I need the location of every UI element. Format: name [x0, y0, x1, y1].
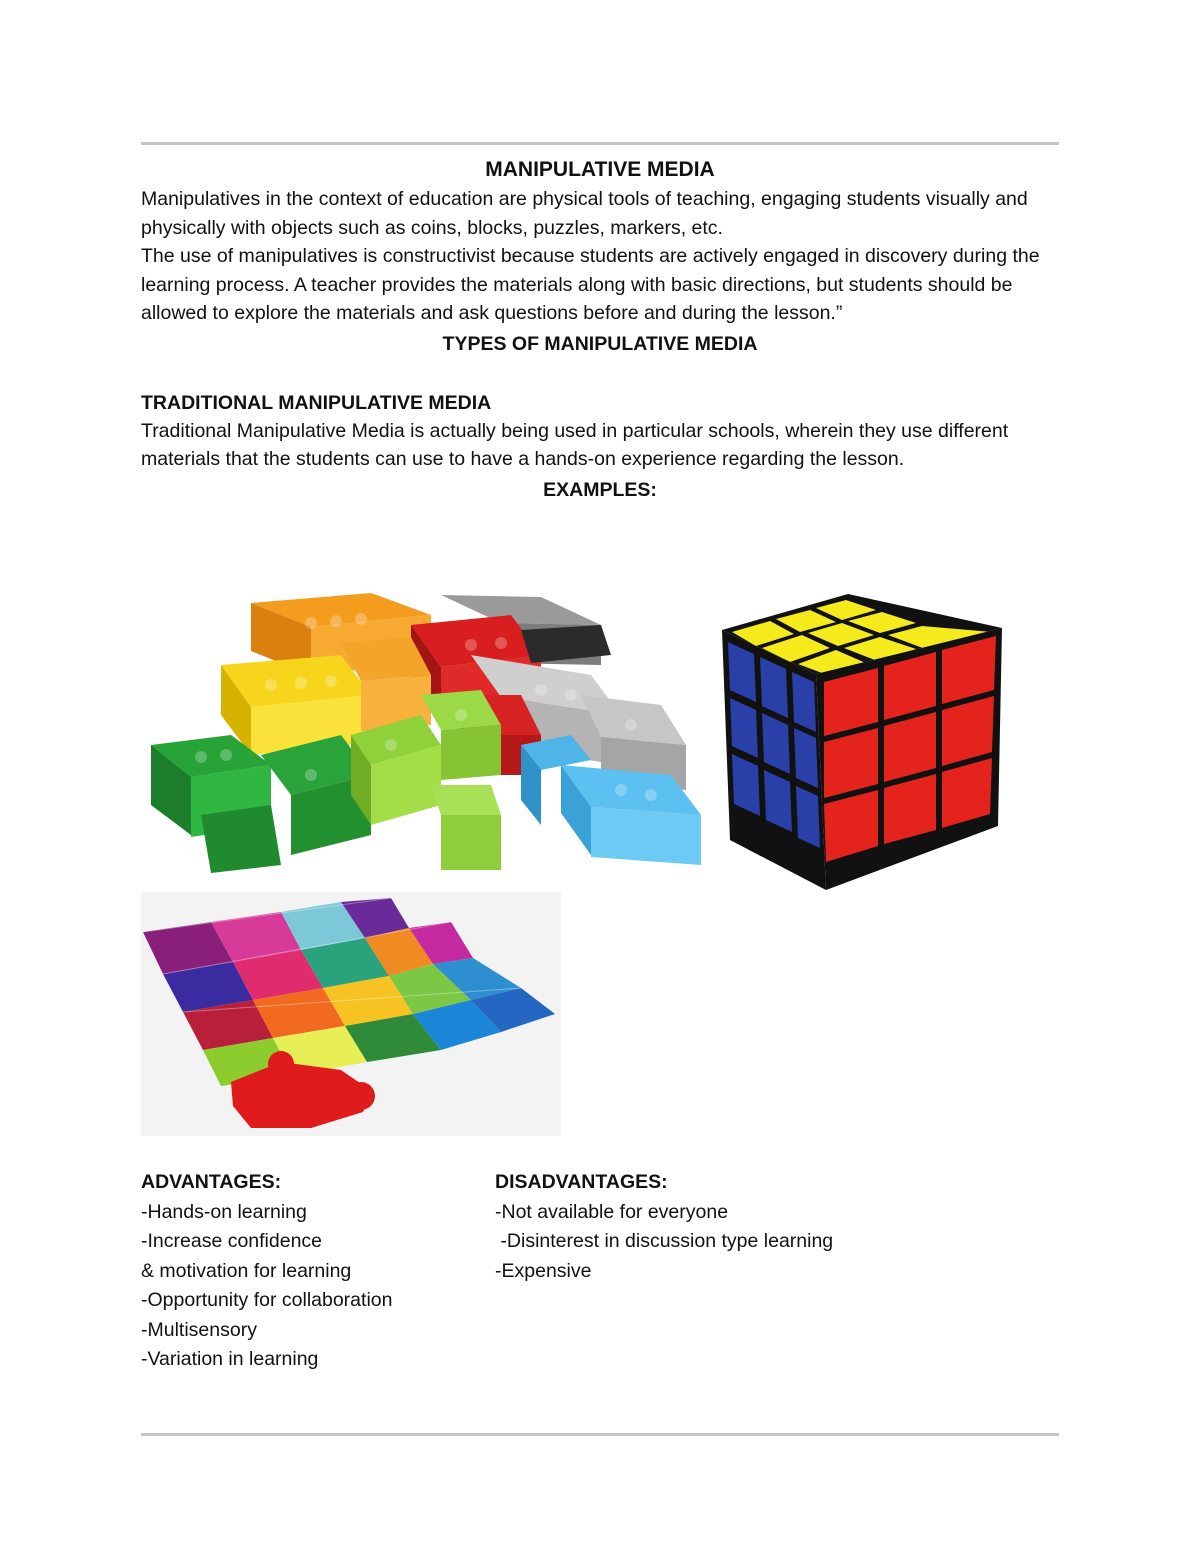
bottom-divider	[141, 1433, 1059, 1436]
disadvantage-item: -Disinterest in discussion type learning	[495, 1230, 834, 1252]
advantage-item: -Opportunity for collaboration	[141, 1289, 393, 1311]
advantage-item: -Increase confidence	[141, 1230, 323, 1252]
page-title: MANIPULATIVE MEDIA	[485, 158, 715, 181]
disadvantage-item: -Not available for everyone	[495, 1200, 729, 1223]
examples-heading: EXAMPLES:	[543, 478, 657, 501]
jigsaw-puzzle-icon	[141, 892, 561, 1136]
rubiks-cube-photo	[718, 590, 1003, 892]
toy-bricks-photo	[141, 585, 704, 885]
traditional-heading: TRADITIONAL MANIPULATIVE MEDIA	[141, 391, 492, 414]
types-heading: TYPES OF MANIPULATIVE MEDIA	[442, 332, 758, 355]
disadvantages-column	[495, 1168, 995, 1286]
document-body	[141, 155, 1059, 504]
advantage-item: -Variation in learning	[141, 1348, 319, 1370]
traditional-description: Traditional Manipulative Media is actually being used in particular schools, wherein they use different materials that the students can use to have a hands-on experience regarding the lesson.	[141, 419, 1009, 470]
advantage-item: -Multisensory	[141, 1318, 257, 1341]
advantage-item: & motivation for learning	[141, 1259, 352, 1282]
disadvantage-item: -Expensive	[495, 1259, 592, 1282]
advantages-column	[141, 1168, 481, 1375]
intro-paragraph-2: The use of manipulatives is constructivist because students are actively engaged in discovery during the learning process. A teacher provides the materials along with basic directions, but students should be allowed to explore the materials and ask questions before and during the lesson.”	[141, 245, 1040, 324]
jigsaw-puzzle-photo	[141, 892, 561, 1136]
top-divider	[141, 142, 1059, 145]
toy-bricks-icon	[141, 585, 704, 885]
advantages-heading: ADVANTAGES:	[141, 1171, 282, 1193]
intro-paragraph-1: Manipulatives in the context of education are physical tools of teaching, engaging students visually and physically with objects such as coins, blocks, puzzles, markers, etc.	[141, 188, 1028, 239]
advantage-item: -Hands-on learning	[141, 1200, 307, 1223]
rubiks-cube-icon	[718, 590, 1003, 892]
disadvantages-heading: DISADVANTAGES:	[495, 1171, 668, 1193]
